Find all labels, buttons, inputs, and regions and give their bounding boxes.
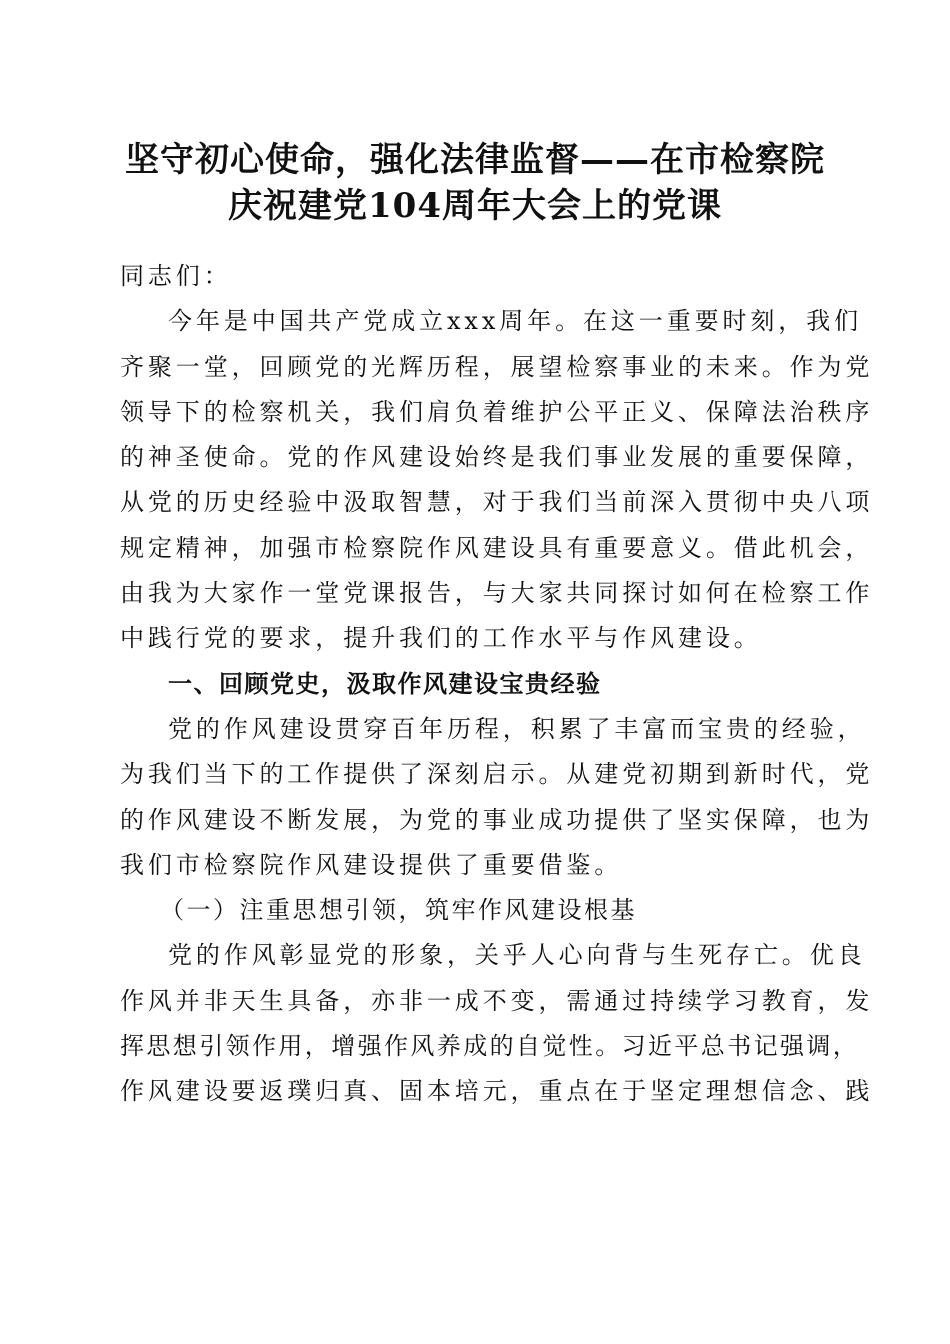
- document-title-line-1: 坚守初心使命，强化法律监督——在市检察院: [125, 140, 825, 180]
- paragraph-line: 领导下的检察机关，我们肩负着维护公平正义、保障法治秩序: [120, 397, 874, 426]
- section-heading-1: 一、回顾党史，汲取作风建设宝贵经验: [168, 669, 602, 698]
- document-body: [120, 254, 874, 1115]
- paragraph-line: 由我为大家作一堂党课报告，与大家共同探讨如何在检察工作: [120, 579, 874, 608]
- paragraph-line: 党的作风彰显党的形象，关乎人心向背与生死存亡。优良: [168, 941, 866, 970]
- subsection-heading-1: （一）注重思想引领，筑牢作风建设根基: [160, 896, 637, 925]
- paragraph-line: 从党的历史经验中汲取智慧，对于我们当前深入贯彻中央八项: [120, 488, 874, 517]
- paragraph-line: 的作风建设不断发展，为党的事业成功提供了坚实保障，也为: [120, 805, 874, 834]
- paragraph-line: 中践行党的要求，提升我们的工作水平与作风建设。: [120, 624, 762, 653]
- paragraph-line: 齐聚一堂，回顾党的光辉历程，展望检察事业的未来。作为党: [120, 352, 874, 381]
- paragraph-line: 今年是中国共产党成立xxx周年。在这一重要时刻，我们: [168, 307, 863, 336]
- paragraph-line: 挥思想引领作用，增强作风养成的自觉性。习近平总书记强调，: [120, 1032, 860, 1061]
- salutation: 同志们：: [120, 262, 232, 290]
- document-title-line-2: 庆祝建党104周年大会上的党课: [228, 186, 722, 226]
- paragraph-line: 为我们当下的工作提供了深刻启示。从建党初期到新时代，党: [120, 760, 874, 789]
- paragraph-line: 我们市检察院作风建设提供了重要借鉴。: [120, 850, 623, 879]
- paragraph-line: 规定精神，加强市检察院作风建设具有重要意义。借此机会，: [120, 533, 874, 562]
- paragraph-line: 作风建设要返璞归真、固本培元，重点在于坚定理想信念、践: [120, 1077, 874, 1106]
- paragraph-line: 党的作风建设贯穿百年历程，积累了丰富而宝贵的经验，: [168, 714, 866, 743]
- paragraph-line: 的神圣使命。党的作风建设始终是我们事业发展的重要保障，: [120, 443, 874, 472]
- paragraph-line: 作风并非天生具备，亦非一成不变，需通过持续学习教育，发: [120, 986, 874, 1015]
